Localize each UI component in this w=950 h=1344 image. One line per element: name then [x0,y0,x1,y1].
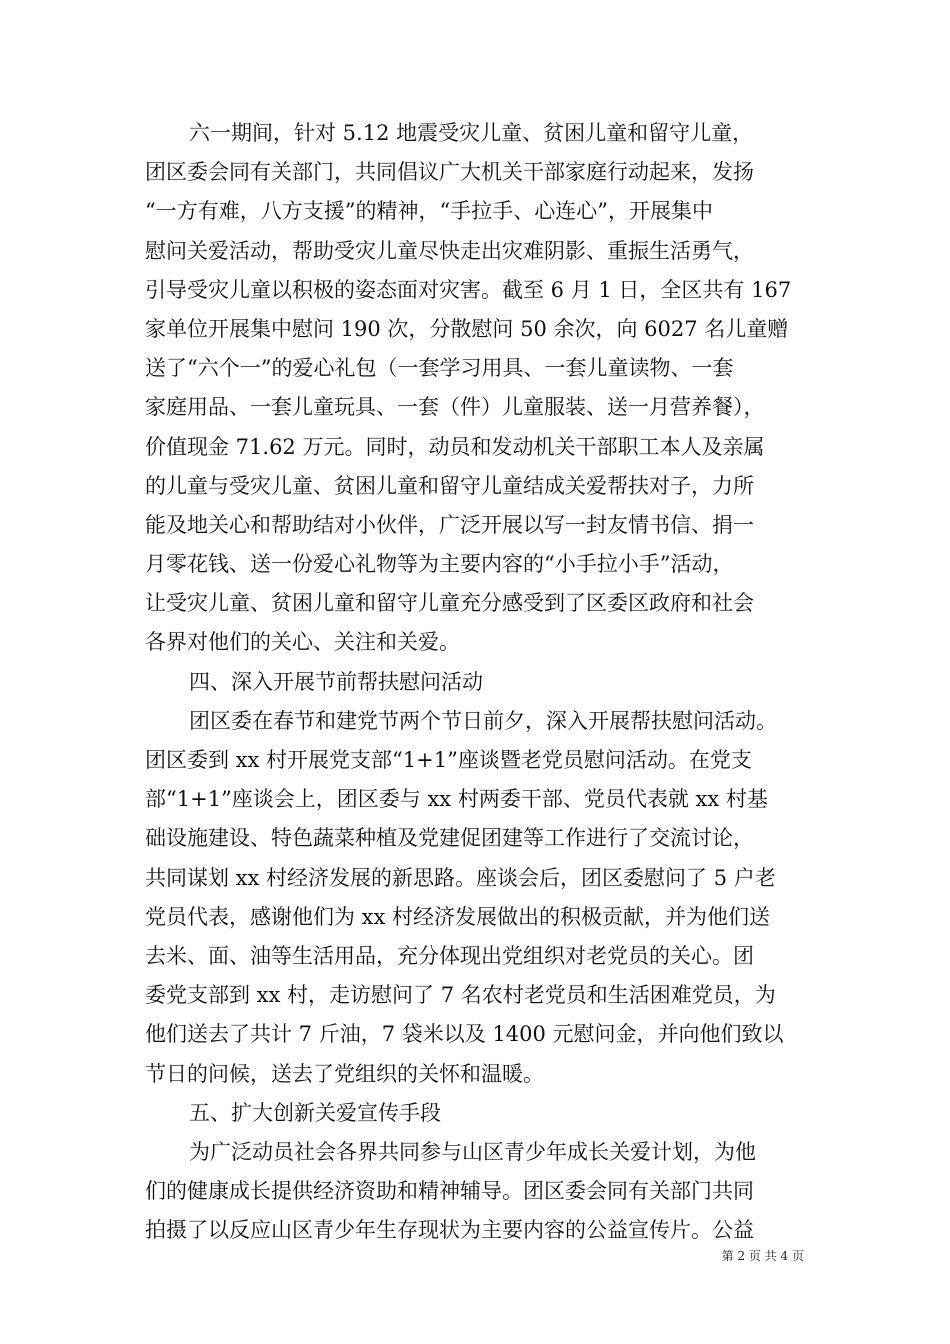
paragraph-2-line-3: 部“1+1”座谈会上，团区委与 xx 村两委干部、党员代表就 xx 村基 [145,787,768,812]
paragraph-3-line-2: 们的健康成长提供经济资助和精神辅导。团区委会同有关部门共同 [145,1179,754,1204]
paragraph-2-line-4: 础设施建设、特色蔬菜种植及党建促团建等工作进行了交流讨论， [145,826,754,851]
paragraph-2-line-2: 团区委到 xx 村开展党支部“1+1”座谈暨老党员慰问活动。在党支 [145,748,752,772]
section-heading-4: 四、深入开展节前帮扶慰问活动 [189,669,483,694]
paragraph-2-line-1: 团区委在春节和建党节两个节日前夕，深入开展帮扶慰问活动。 [189,708,777,733]
paragraph-1-line-14: 各界对他们的关心、关注和关爱。 [145,630,460,655]
paragraph-1-line-10: 的儿童与受灾儿童、贫困儿童和留守儿童结成关爱帮扶对子，力所 [145,473,754,498]
page-number: 第 2 页 共 4 页 [721,1249,804,1263]
paragraph-1-line-12: 月零花钱、送一份爱心礼物等为主要内容的“小手拉小手”活动， [145,552,734,577]
section-heading-5: 五、扩大创新关爱宣传手段 [189,1100,441,1125]
paragraph-1-line-5: 引导受灾儿童以积极的姿态面对灾害。截至 6 月 1 日，全区共有 167 [145,277,792,302]
paragraph-2-line-7: 去米、面、油等生活用品，充分体现出党组织对老党员的关心。团 [145,943,754,968]
paragraph-2-line-8: 委党支部到 xx 村，走访慰问了 7 名农村老党员和生活困难党员，为 [145,983,776,1008]
paragraph-1-line-11: 能及地关心和帮助结对小伙伴，广泛开展以写一封友情书信、捐一 [145,512,754,537]
paragraph-2-line-10: 节日的问候，送去了党组织的关怀和温暖。 [145,1061,544,1086]
paragraph-1-line-2: 团区委会同有关部门，共同倡议广大机关干部家庭行动起来，发扬 [145,160,754,185]
paragraph-1-line-9: 价值现金 71.62 万元。同时，动员和发动机关干部职工本人及亲属 [145,434,765,459]
paragraph-1-line-3: “一方有难，八方支援”的精神，“手拉手、心连心”，开展集中 [145,199,713,224]
paragraph-3-line-3: 拍摄了以反应山区青少年生存现状为主要内容的公益宣传片。公益 [145,1218,754,1243]
paragraph-1-line-6: 家单位开展集中慰问 190 次，分散慰问 50 余次，向 6027 名儿童赠 [145,316,789,341]
paragraph-3-line-1: 为广泛动员社会各界共同参与山区青少年成长关爱计划，为他 [189,1139,756,1164]
paragraph-2-line-6: 党员代表，感谢他们为 xx 村经济发展做出的积极贡献，并为他们送 [145,904,771,929]
paragraph-2-line-5: 共同谋划 xx 村经济发展的新思路。座谈会后，团区委慰问了 5 户老 [145,865,776,890]
paragraph-1-line-1: 六一期间，针对 5.12 地震受灾儿童、贫困儿童和留守儿童， [189,121,754,145]
paragraph-1-line-7: 送了“六个一”的爱心礼包（一套学习用具、一套儿童读物、一套 [145,356,734,381]
paragraph-1-line-8: 家庭用品、一套儿童玩具、一套（件）儿童服装、送一月营养餐）， [145,395,765,420]
paragraph-1-line-4: 慰问关爱活动，帮助受灾儿童尽快走出灾难阴影、重振生活勇气， [145,238,754,263]
document-body [145,114,805,1250]
paragraph-2-line-9: 他们送去了共计 7 斤油，7 袋米以及 1400 元慰问金，并向他们致以 [145,1022,784,1047]
paragraph-1-line-13: 让受灾儿童、贫困儿童和留守儿童充分感受到了区委区政府和社会 [145,591,754,616]
